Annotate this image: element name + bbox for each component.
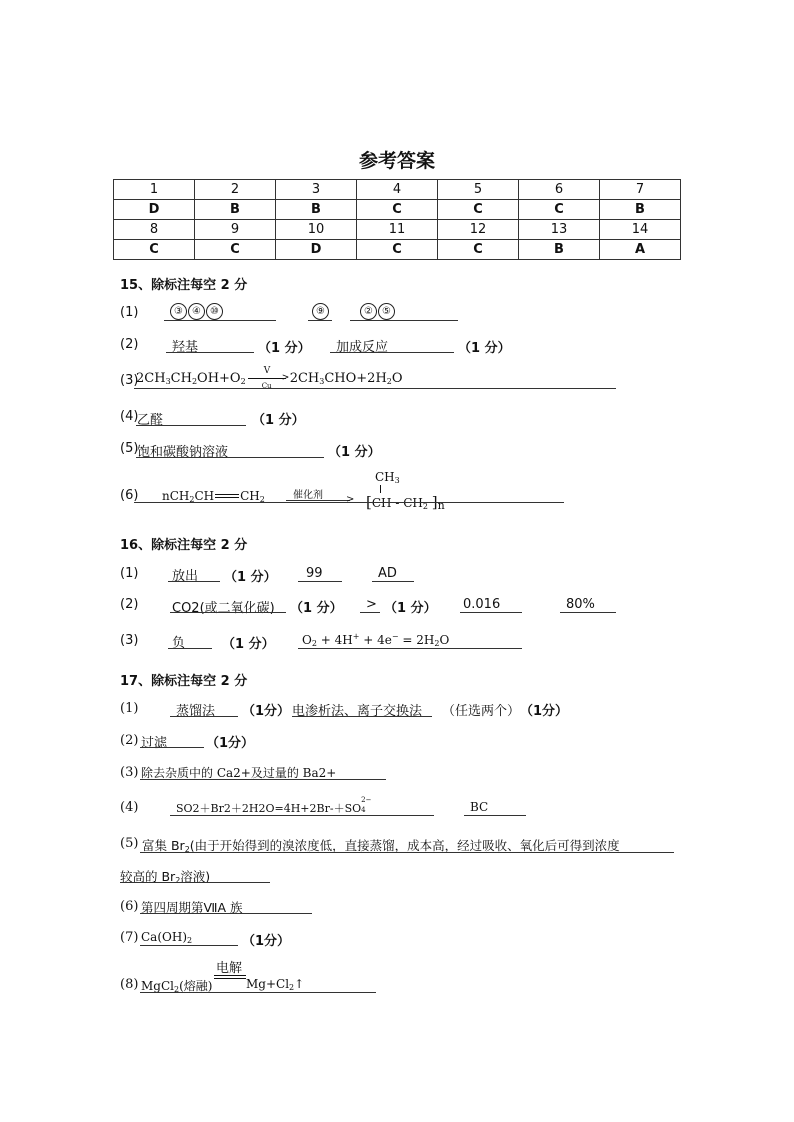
q17-6-number: (6) (120, 899, 139, 914)
q16-2-score-1: （1 分） (290, 601, 343, 616)
q17-2-score: （1分） (206, 736, 255, 751)
q15-5-underline (136, 457, 324, 458)
q16-3-underline-1 (168, 648, 212, 649)
q16-1-underline-2 (298, 581, 342, 582)
question-number-cell: 10 (276, 220, 357, 240)
answer-cell: C (195, 240, 276, 260)
q17-5-underline-1 (140, 852, 674, 853)
answer-cell: C (519, 200, 600, 220)
answer-row (114, 200, 681, 220)
q15-5-score: （1 分） (328, 445, 381, 460)
q17-3-underline (140, 779, 386, 780)
q17-5-line-2: 较高的 $Br_2$溶液) (120, 869, 211, 885)
q15-6-catalyst: 催化剂 (293, 490, 323, 501)
answer-cell: C (438, 200, 519, 220)
double-bond (214, 493, 240, 501)
q16-2-underline-1 (170, 612, 286, 613)
question-number-row (114, 220, 681, 240)
q15-3-equation: $2CH_3CH_2OH+O_2$ V > Cu $2CH_3CHO+2H_2O$ (136, 365, 403, 390)
q17-8-underline (140, 992, 376, 993)
q15-1-underline-3 (350, 320, 458, 321)
answer-row (114, 240, 681, 260)
answer-cell: D (276, 240, 357, 260)
q17-4-answer-1: SO2＋Br2＋2H2O=4H+2Br-＋SO 2− 4 (176, 796, 372, 815)
q15-4-underline (136, 425, 246, 426)
q15-6-bond (380, 485, 381, 493)
answer-cell: C (438, 240, 519, 260)
q17-5-line-1: 富集 $Br_2$(由于开始得到的溴浓度低，直接蒸馏，成本高，经过吸收、氧化后可得到浓度 (142, 838, 620, 854)
q15-5-number: (5) (120, 441, 139, 456)
q17-heading: 17、除标注每空 2 分 (120, 674, 248, 689)
q16-1-underline-3 (372, 581, 414, 582)
q16-2-answer-3: 0.016 (463, 597, 501, 612)
page-title: 参考答案 (358, 150, 435, 172)
q17-3-number: (3) (120, 765, 139, 780)
question-number-cell: 3 (276, 180, 357, 200)
q16-1-number: (1) (120, 566, 139, 581)
q17-1-number: (1) (120, 701, 139, 716)
q17-7-number: (7) (120, 930, 139, 945)
q17-1-underline-1 (170, 716, 238, 717)
q17-5-number: (5) (120, 836, 139, 851)
q15-2-answer-2: 加成反应 (336, 340, 389, 355)
question-number-cell: 5 (438, 180, 519, 200)
answer-cell: B (519, 240, 600, 260)
q15-5-answer: 饱和碳酸钠溶液 (137, 445, 229, 460)
q15-1-number: (1) (120, 305, 139, 320)
q16-3-equation: $O_2 + 4H^+ + 4e^- = 2H_2O$ (302, 632, 450, 648)
q17-1-answer-1: 蒸馏法 (176, 704, 216, 719)
q15-6-reactant: nCH$_2$CH $CH_2$ (162, 489, 265, 504)
q16-2-underline-2 (360, 612, 380, 613)
q17-1-note: （任选两个） (442, 704, 521, 719)
circled-number: ⑤ (378, 303, 395, 320)
arrow-head-icon: > (346, 494, 355, 505)
q16-2-answer-4: 80% (566, 597, 595, 612)
question-number-cell: 12 (438, 220, 519, 240)
q15-4-score: （1 分） (252, 413, 305, 428)
circled-number: ③ (170, 303, 187, 320)
q17-4-answer-2: BC (470, 800, 489, 814)
q17-8-equals-bottom (214, 978, 246, 979)
q15-2-underline-1 (166, 352, 254, 353)
q17-7-answer: $Ca(OH)_2$ (141, 930, 193, 945)
question-number-cell: 9 (195, 220, 276, 240)
q15-4-answer: 乙醛 (137, 413, 164, 428)
q17-1-score-2: （1分） (520, 704, 569, 719)
q15-4-number: (4) (120, 409, 139, 424)
question-number-cell: 11 (357, 220, 438, 240)
q17-4-number: (4) (120, 800, 139, 815)
circled-number: ② (360, 303, 377, 320)
q16-1-underline-1 (168, 581, 220, 582)
q16-1-answer-2: 99 (306, 566, 323, 581)
q17-7-score: （1分） (242, 934, 291, 949)
q15-3-number: (3) (120, 373, 139, 388)
q16-3-answer-1: 负 (172, 636, 186, 651)
q15-heading: 15、除标注每空 2 分 (120, 278, 248, 293)
q17-3-answer: 除去杂质中的 Ca2+及过量的 Ba2+ (141, 766, 337, 780)
q16-1-answer-3: AD (378, 566, 397, 581)
question-number-cell: 8 (114, 220, 195, 240)
answer-table (113, 179, 681, 260)
answer-cell: B (600, 200, 681, 220)
q16-2-underline-4 (560, 612, 616, 613)
q16-3-number: (3) (120, 633, 139, 648)
q17-6-underline (140, 913, 312, 914)
q15-1-answer-1 (170, 303, 224, 320)
q15-2-number: (2) (120, 337, 139, 352)
question-number-cell: 6 (519, 180, 600, 200)
q15-1-underline-1 (164, 320, 276, 321)
q15-2-score-2: （1 分） (458, 341, 511, 356)
q16-2-answer-1: CO2(或二氧化碳) (172, 601, 275, 616)
reaction-arrow: V > Cu (246, 372, 290, 386)
answer-cell: B (276, 200, 357, 220)
q15-2-score-1: （1 分） (258, 341, 311, 356)
q17-1-underline-2 (292, 716, 432, 717)
answer-cell: C (357, 240, 438, 260)
q17-4-underline-2 (464, 815, 526, 816)
q17-8-product: $Mg+Cl_2↑$ (246, 977, 305, 992)
q17-2-answer: 过滤 (141, 736, 168, 751)
question-number-cell: 7 (600, 180, 681, 200)
q16-heading: 16、除标注每空 2 分 (120, 538, 248, 553)
q17-8-number: (8) (120, 977, 139, 992)
q16-1-score: （1 分） (224, 570, 277, 585)
q16-3-score: （1 分） (222, 637, 275, 652)
question-number-cell: 2 (195, 180, 276, 200)
question-number-cell: 14 (600, 220, 681, 240)
q17-2-underline (140, 747, 204, 748)
answer-cell: C (357, 200, 438, 220)
answer-cell: A (600, 240, 681, 260)
q17-5-underline-2 (120, 882, 270, 883)
q17-8-equals-top (214, 975, 246, 976)
q17-7-underline (140, 945, 238, 946)
q15-2-answer-1: 羟基 (172, 340, 199, 355)
q15-3-underline (134, 388, 616, 389)
q17-6-answer: 第四周期第ⅦA 族 (141, 900, 243, 915)
q15-6-number: (6) (120, 488, 139, 503)
answer-cell: D (114, 200, 195, 220)
circled-number: ④ (188, 303, 205, 320)
question-number-cell: 4 (357, 180, 438, 200)
q17-8-condition: 电解 (216, 961, 243, 976)
q16-1-answer-1: 放出 (172, 569, 199, 584)
question-number-row (114, 180, 681, 200)
q15-2-underline-2 (330, 352, 454, 353)
circled-number: ⑩ (206, 303, 223, 320)
q16-2-underline-3 (460, 612, 522, 613)
question-number-cell: 1 (114, 180, 195, 200)
q16-2-score-2: （1 分） (384, 601, 437, 616)
q15-6-arrow-line (286, 500, 350, 501)
q17-1-answer-2: 电渗析法、离子交换法 (292, 704, 423, 719)
q15-6-methyl: $CH_3$ (375, 470, 400, 485)
q17-8-reactant: MgCl$_2$(熔融) (141, 979, 213, 994)
question-number-cell: 13 (519, 220, 600, 240)
q15-1-answer-2 (312, 303, 330, 320)
q15-1-underline-2 (308, 320, 332, 321)
q16-3-underline-2 (298, 648, 522, 649)
q17-2-number: (2) (120, 733, 139, 748)
q16-2-number: (2) (120, 597, 139, 612)
q15-6-underline (134, 502, 564, 503)
circled-number: ⑨ (312, 303, 329, 320)
q17-1-score-1: （1分） (242, 704, 291, 719)
q17-4-underline-1 (170, 815, 434, 816)
q15-6-product: [$CH - CH_2$ ]$_n$ (366, 493, 445, 512)
q15-1-answer-3 (360, 303, 396, 320)
answer-cell: B (195, 200, 276, 220)
q16-2-answer-2: > (366, 597, 377, 612)
answer-cell: C (114, 240, 195, 260)
